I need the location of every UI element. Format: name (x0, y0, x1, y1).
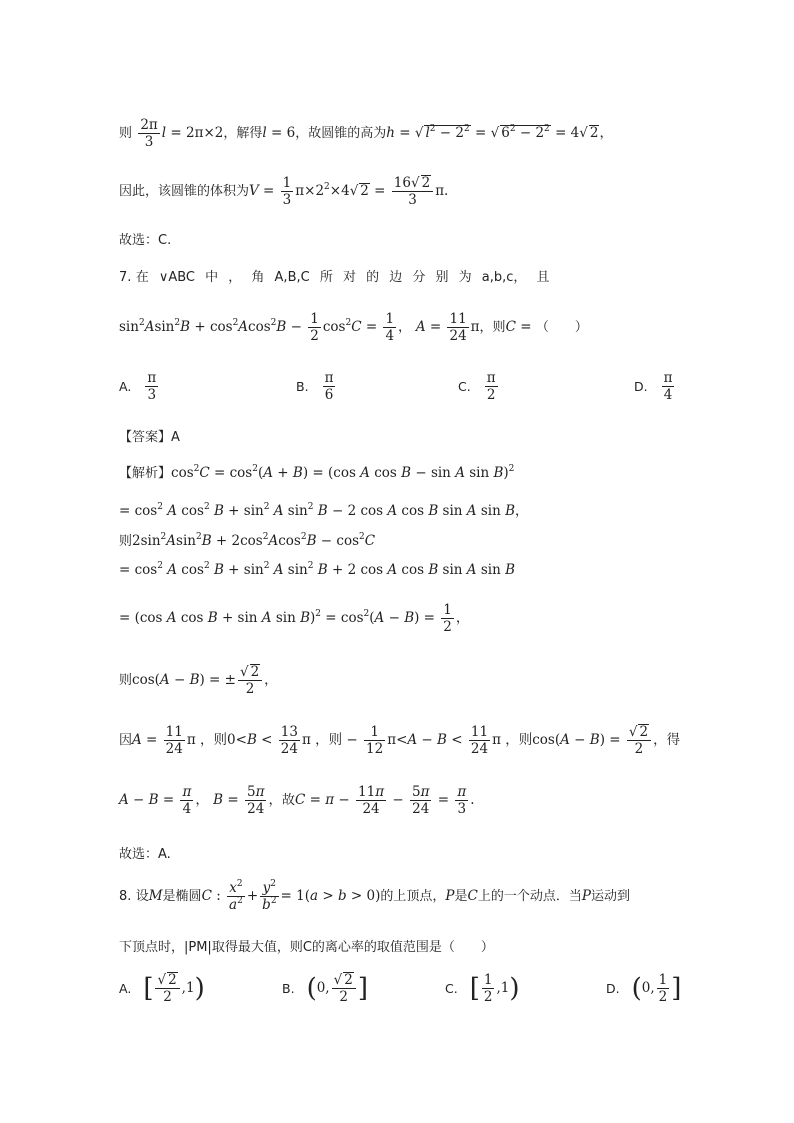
q7-option-d[interactable]: D. $\frac{\pi}{4}$ (634, 370, 673, 403)
analysis-line-5: = (cos A cos B + sin A $\sin B)^2 = \cos^2(A - B)$ = $\frac{1}{2}$ ， (119, 602, 470, 635)
q8-option-a[interactable]: A. [ $\frac{√ 2}{2}$ ,1) (119, 972, 205, 1005)
q7-option-a[interactable]: A. $\frac{\pi}{3}$ (119, 370, 157, 403)
q7-option-b[interactable]: B. $\frac{\pi}{6}$ (296, 370, 334, 403)
q8-option-b[interactable]: B. (0, $\frac{√ 2}{2}$ ] (282, 972, 368, 1005)
q8-option-c[interactable]: C. [ $\frac{1}{2}$ ,1) (445, 972, 520, 1005)
analysis-line-3: 则$2\sin^2Asin^2B + 2\cos^2Acos^2B - \cos^2C$ (119, 532, 376, 549)
solution-line-2: 因此，该圆锥的体积为V = $\frac{1}{3}$ $\pi\times 2^2\times 4√$ 2 = $\frac{16√ 2}{3}$ π. (119, 175, 449, 208)
solution-line-1: 则 $\frac{2\pi}{3}$ l = 2π×2，解得l = 6，故圆锥的高为h = √ $l^2 - 2^2$ = √ $6^2 - 2^2 = 4√$ 2， (119, 117, 613, 150)
question-8-line-2: 下顶点时，|PM|取得最大值，则C的离心率的取值范围是（ ） (119, 940, 494, 955)
question-7-line-2: $\sin^2Asin^2B + \cos^2Acos^2B$ − $\frac{1}{2}$ $\cos^2C$ = $\frac{1}{4}$ ， A = $\frac{11}{24}$ π，则C = （ ） (119, 311, 588, 344)
analysis-line-2: = $\cos^2 A$ $\cos^2 B + \sin^2 A$ $\sin^2 B - 2$ cos A cos B sin A sin B， (119, 502, 529, 519)
analysis-line-4: = $\cos^2 A$ $\cos^2 B + \sin^2 A$ $\sin^2 B + 2$ cos A cos B sin A sin B (119, 561, 515, 578)
conclusion-c: 故选：C. (119, 233, 172, 248)
analysis-line-8: A − B = $\frac{\pi}{4}$ ， B = $\frac{5\pi}{24}$ ，故C = π − $\frac{11\pi}{24}$ − $\frac{5\pi}{24}$ = $\frac{\pi}{3}$ . (119, 784, 475, 817)
answer-label: 【答案】A (119, 430, 180, 445)
q8-option-d[interactable]: D. (0, $\frac{1}{2}$ ] (606, 972, 682, 1005)
question-7-line-1: 7. 在 ∨ABC 中 ， 角 A,B,C 所 对 的 边 分 别 为 a,b,c， 且 (119, 270, 550, 285)
q7-option-c[interactable]: C. $\frac{\pi}{2}$ (458, 370, 496, 403)
analysis-line-1: 【解析】$\cos^2C = \cos^2(A + B) = (\cos$ A cos B − sin A sin B)$^2$ (119, 464, 515, 481)
question-8-line-1: 8. 设M是椭圆C : $\frac{x^2}{a^2}$ + $\frac{y^2}{b^2}$ = 1(a > b > 0)的上顶点，P是C上的一个动点．当P运动到 (119, 879, 630, 913)
analysis-line-6: 则cos(A − B) = ± $\frac{√ 2}{2}$ ， (119, 664, 278, 697)
conclusion-a: 故选：A. (119, 847, 171, 862)
analysis-line-7: 因A = $\frac{11}{24}$ π ，则0<B < $\frac{13}{24}$ π ，则 − $\frac{1}{12}$ π<A − B < $\frac{11}{24}$ π ，则cos(A − B) = $\frac{√ 2}{2}$ ，得 (119, 724, 681, 757)
